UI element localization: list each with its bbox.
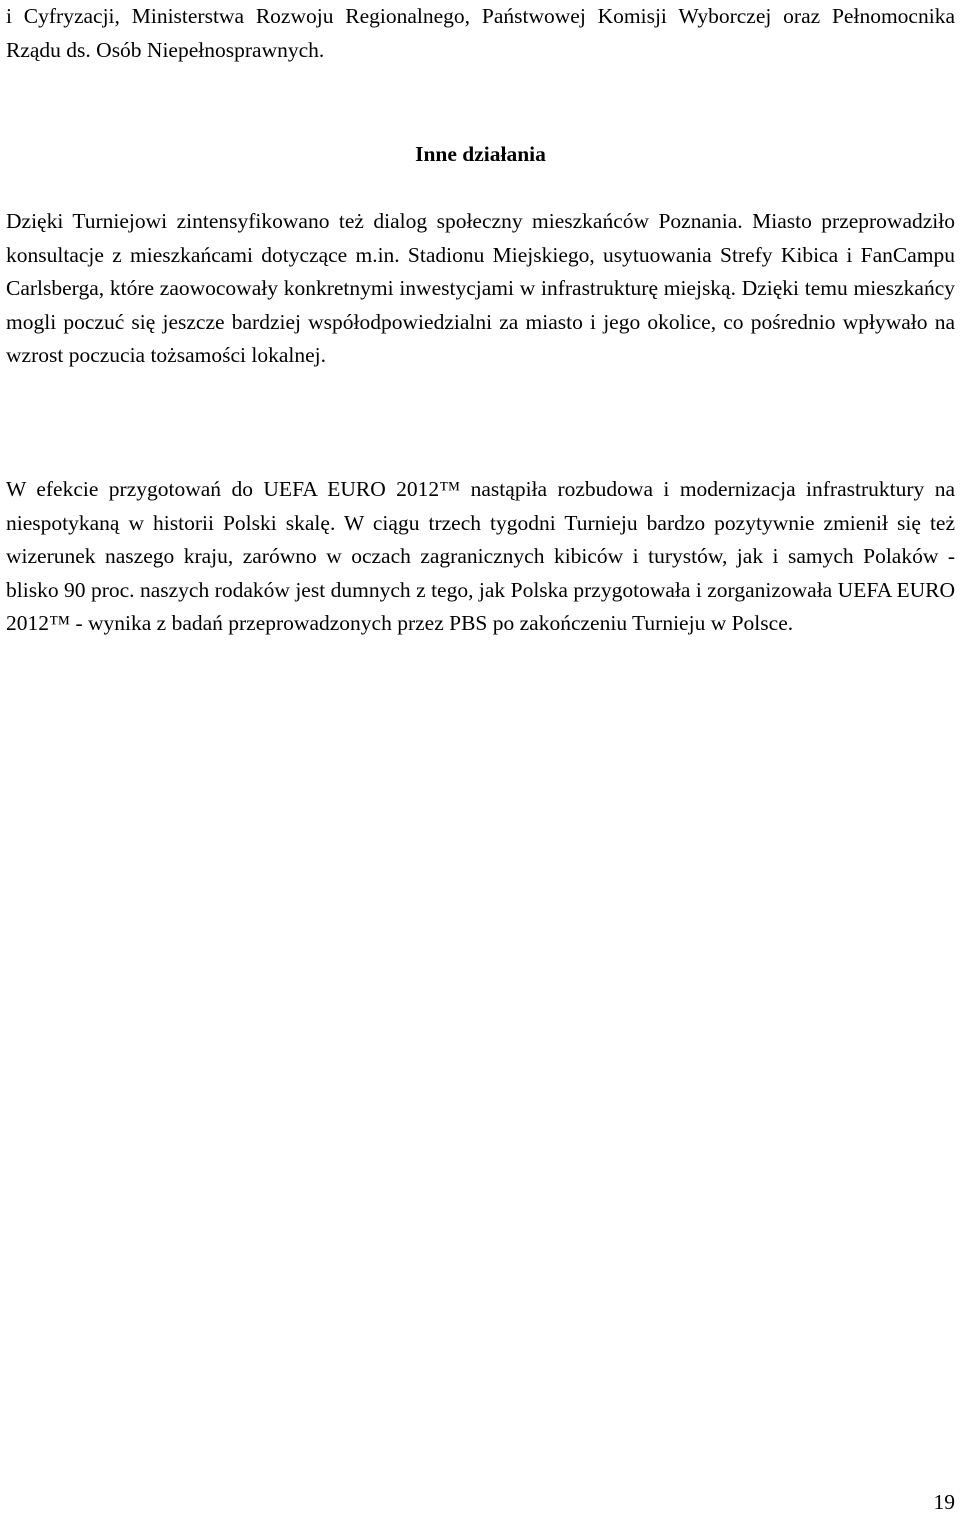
body-paragraph: Dzięki Turniejowi zintensyfikowano też dialog społeczny mieszkańców Poznania. Miasto przeprowadziło konsultacje z mieszkańcami dotyczące m.in. Stadionu Miejskiego, usytuowania Strefy Kibica i FanCampu Carlsberga, które zaowocowały konkretnymi inwestycjami w infrastrukturę miejską. Dzięki temu mieszkańcy mogli poczuć się jeszcze bardziej współodpowiedzialni za miasto i jego okolice, co pośrednio wpływało na wzrost poczucia tożsamości lokalnej. (6, 209, 955, 368)
section-heading: Inne działania (415, 142, 546, 166)
page-number: 19 (933, 1490, 955, 1514)
continuation-paragraph: i Cyfryzacji, Ministerstwa Rozwoju Regionalnego, Państwowej Komisji Wyborczej oraz Pełnomocnika Rządu ds. Osób Niepełnosprawnych. (6, 4, 955, 62)
body-paragraph: W efekcie przygotowań do UEFA EURO 2012™ nastąpiła rozbudowa i modernizacja infrastruktury na niespotykaną w historii Polski skalę. W ciągu trzech tygodni Turnieju bardzo pozytywnie zmienił się też wizerunek naszego kraju, zarówno w oczach zagranicznych kibiców i turystów, jak i samych Polaków - blisko 90 proc. naszych rodaków jest dumnych z tego, jak Polska przygotowała i zorganizowała UEFA EURO 2012™ - wynika z badań przeprowadzonych przez PBS po zakończeniu Turnieju w Polsce. (6, 477, 955, 636)
